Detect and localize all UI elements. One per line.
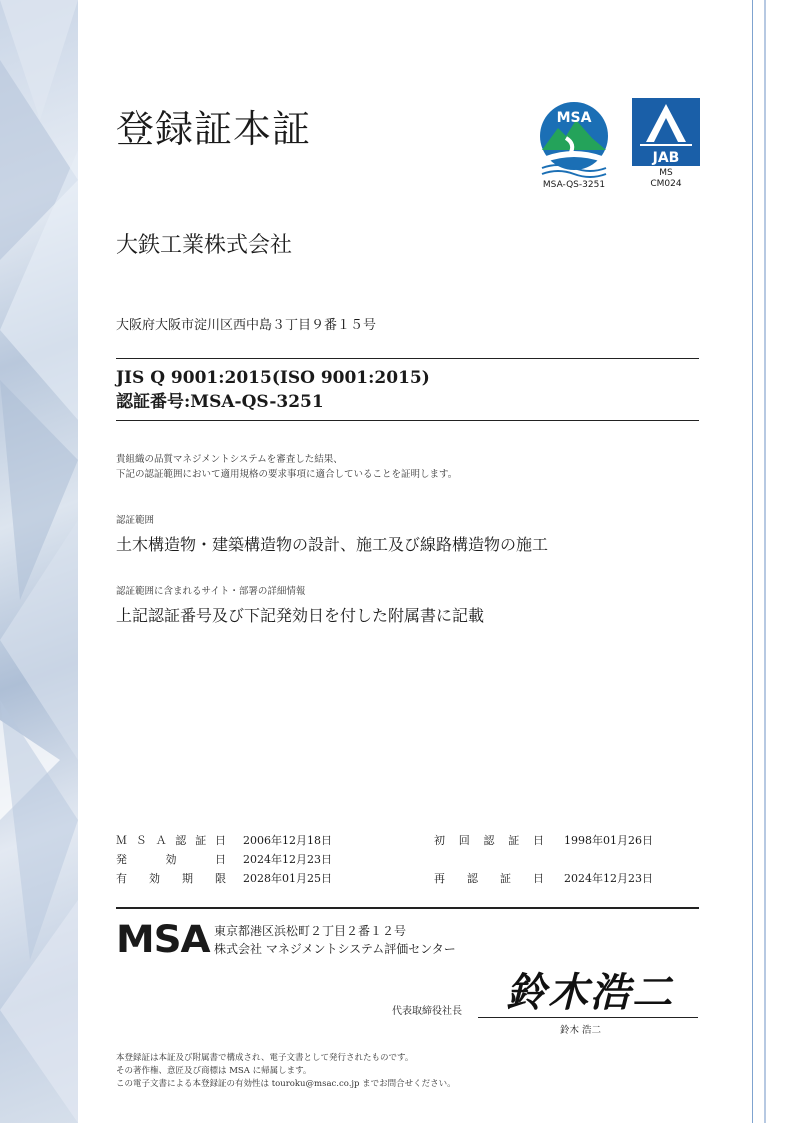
cert-number-line: 認証番号:MSA-QS-3251 — [116, 392, 324, 412]
signatory-title: 代表取締役社長 — [392, 1006, 462, 1017]
msa-certification-logo — [532, 98, 616, 198]
right-border-line-outer — [764, 0, 766, 1123]
signatory-name: 鈴木 浩二 — [560, 1025, 602, 1036]
site-label: 認証範囲に含まれるサイト・部署の詳細情報 — [116, 586, 306, 597]
site-text: 上記認証番号及び下記発効日を付した附属書に記載 — [116, 606, 485, 625]
svg-text:MSA: MSA — [556, 110, 592, 126]
divider — [116, 907, 699, 909]
page-title: 登録証本証 — [116, 107, 312, 151]
divider — [116, 358, 699, 359]
handwritten-signature — [500, 962, 690, 1018]
initial-cert-date-label: 初回認証日 — [434, 834, 544, 847]
issuer-name: 株式会社 マネジメントシステム評価センター — [214, 942, 456, 956]
company-name: 大鉄工業株式会社 — [116, 233, 293, 258]
standard-block — [116, 366, 430, 414]
svg-text:鈴木浩二: 鈴木浩二 — [506, 969, 674, 1016]
signature-line — [478, 1017, 698, 1018]
effective-date-value: 2024年12月23日 — [243, 853, 332, 866]
initial-cert-date-value: 1998年01月26日 — [564, 834, 653, 847]
msa-globe-icon — [532, 98, 616, 180]
certification-statement: 貴組織の品質マネジメントシステムを審査した結果、 下記の認証範囲において適用規格の要求事項に適合していることを証明します。 — [116, 454, 458, 480]
issuer-block — [214, 922, 456, 958]
divider — [116, 420, 699, 421]
msa-logo-code: MSA-QS-3251 — [542, 180, 606, 190]
expiry-date-value: 2028年01月25日 — [243, 872, 332, 885]
recert-date-label: 再認証日 — [434, 872, 544, 885]
company-address: 大阪府大阪市淀川区西中島３丁目９番１５号 — [116, 318, 377, 333]
jab-logo-code: MS CM024 — [650, 168, 682, 189]
issuer-address: 東京都港区浜松町２丁目２番１２号 — [214, 924, 407, 938]
scope-label: 認証範囲 — [116, 515, 155, 526]
decorative-side-band — [0, 0, 78, 1123]
footer-notes: 本登録証は本証及び附属書で構成され、電子文書として発行されたものです。 その著作権、意匠及び商標は MSA に帰属します。 この電子文書による本登録証の有効性は touroku@msac.co.jp までお問合せください。 — [116, 1053, 456, 1089]
jab-mark-icon — [632, 98, 700, 166]
standard-line: JIS Q 9001:2015(ISO 9001:2015) — [116, 368, 430, 388]
effective-date-label: 発効日 — [116, 853, 226, 866]
right-border-line — [752, 0, 753, 1123]
svg-text:JAB: JAB — [652, 150, 680, 166]
msa-wordmark: MSA — [116, 918, 210, 961]
msa-cert-date-value: 2006年12月18日 — [243, 834, 332, 847]
msa-cert-date-label: ＭＳＡ認証日 — [116, 834, 226, 847]
recert-date-value: 2024年12月23日 — [564, 872, 653, 885]
scope-text: 土木構造物・建築構造物の設計、施工及び線路構造物の施工 — [116, 535, 549, 554]
polygon-pattern — [0, 0, 78, 1123]
expiry-date-label: 有効期限 — [116, 872, 226, 885]
jab-accreditation-logo — [632, 98, 700, 198]
